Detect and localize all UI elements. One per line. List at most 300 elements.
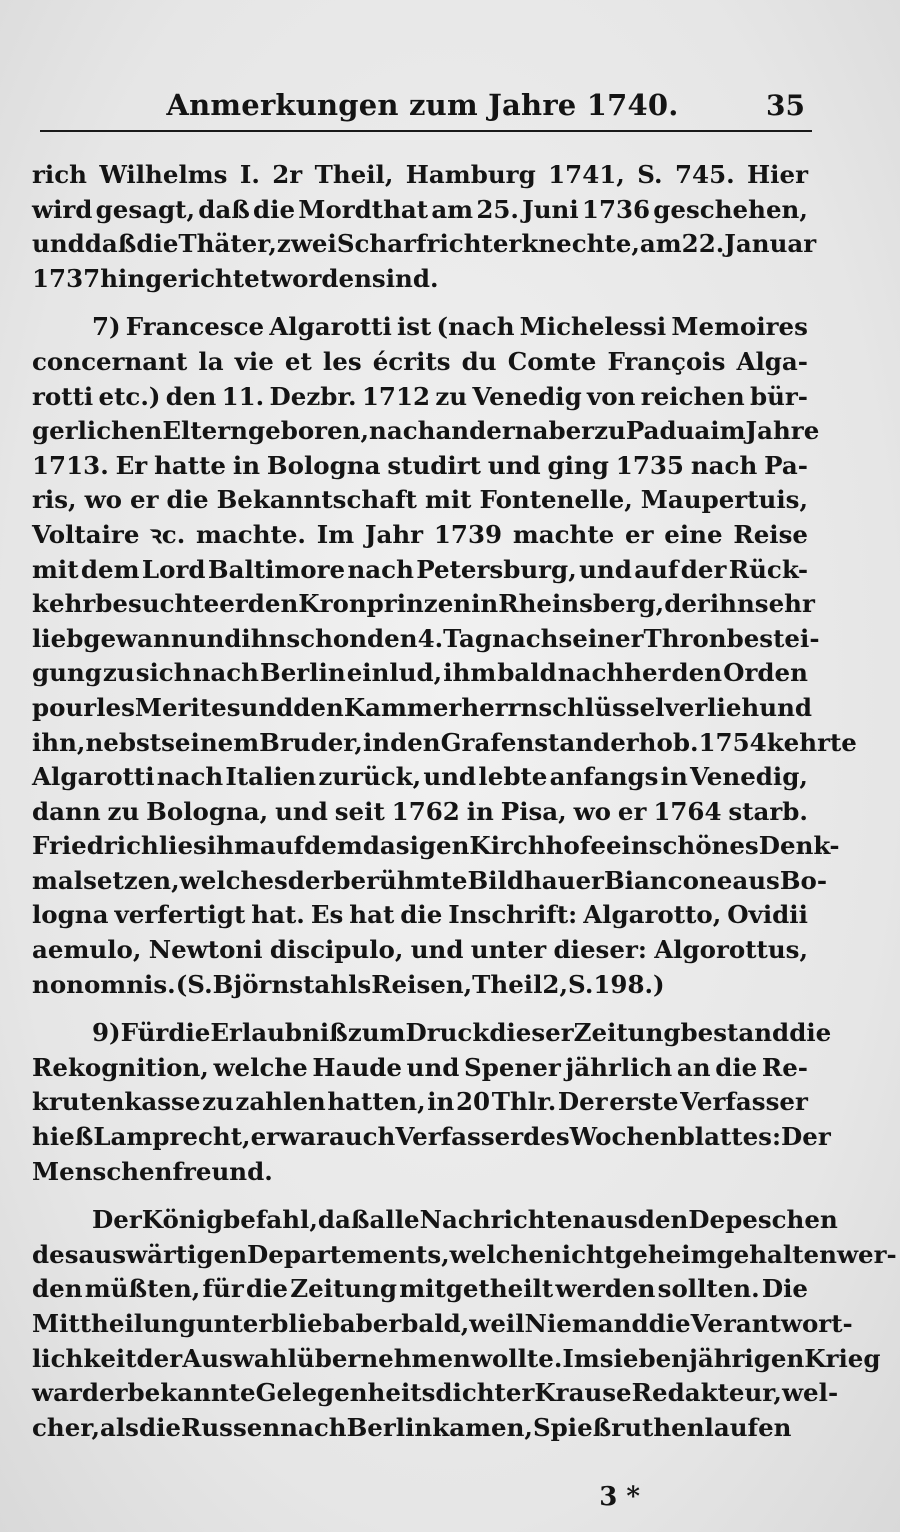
- word: Maupertuis,: [640, 485, 808, 515]
- word: er: [219, 589, 248, 619]
- word: in: [471, 589, 499, 619]
- word: und: [275, 796, 328, 826]
- word: Memoires: [671, 312, 808, 342]
- word: wird: [32, 194, 93, 224]
- word: gehalten: [716, 1239, 837, 1269]
- word: er: [130, 485, 159, 515]
- body-text: [32, 158, 897, 1445]
- word: Berlin: [260, 658, 346, 688]
- word: der: [81, 1378, 128, 1408]
- word: Mordthat: [298, 194, 429, 224]
- word: Algarotti: [32, 762, 155, 792]
- word: S.: [568, 969, 594, 999]
- word: schon: [286, 623, 368, 653]
- word: Lord: [141, 554, 206, 584]
- word: logna: [32, 900, 109, 930]
- word: Juni: [522, 194, 579, 224]
- word: dieser:: [553, 935, 647, 965]
- word: die: [715, 1052, 758, 1082]
- word: geheim: [615, 1239, 717, 1269]
- word: in: [362, 727, 391, 757]
- word: Depeschen: [688, 1205, 838, 1235]
- word: ging: [547, 450, 609, 480]
- word: Baltimore: [207, 554, 346, 584]
- word: wel-: [781, 1378, 839, 1408]
- word: 25.: [476, 194, 519, 224]
- signature-mark: 3 *: [599, 1482, 640, 1512]
- word: nach: [156, 762, 224, 792]
- word: Verantwort-: [690, 1309, 853, 1338]
- word: hat: [349, 900, 395, 930]
- word: zu: [202, 1087, 234, 1117]
- word: den: [671, 658, 723, 688]
- word: Erlaubniß: [210, 1018, 348, 1048]
- word: war: [279, 1122, 329, 1152]
- word: dem: [80, 554, 140, 584]
- word: am: [639, 229, 682, 259]
- word: setzen,: [83, 865, 180, 895]
- word: auswärtigen: [78, 1239, 248, 1269]
- word: den: [247, 589, 299, 619]
- word: 1737: [32, 263, 101, 293]
- word: als: [99, 1412, 139, 1442]
- word: Departements,: [247, 1239, 450, 1269]
- word: Tag: [443, 623, 493, 653]
- word: und: [487, 450, 541, 480]
- word: zum: [347, 1018, 406, 1048]
- word: Bologna: [266, 450, 381, 480]
- word: aus: [590, 1205, 638, 1235]
- word: auch: [328, 1122, 396, 1152]
- word: concernant: [32, 346, 188, 376]
- word: dann: [32, 796, 101, 826]
- word: lichkeit: [32, 1343, 137, 1373]
- word: 1754: [698, 727, 767, 757]
- word: Reise: [733, 519, 808, 549]
- word: Berlin: [346, 1412, 433, 1442]
- word: nachher: [557, 658, 671, 688]
- paragraph: [32, 1016, 832, 1189]
- word: Zeitung: [573, 1018, 681, 1048]
- word: auf: [634, 554, 679, 584]
- word: nicht: [543, 1239, 616, 1269]
- word: nach: [492, 623, 559, 653]
- word: Michelessi: [519, 312, 667, 342]
- word: 1762: [391, 796, 460, 826]
- word: kehrte: [766, 727, 857, 757]
- word: Theil,: [314, 160, 394, 189]
- paragraph: [32, 310, 857, 1002]
- word: 20: [456, 1087, 491, 1117]
- word: mit: [32, 554, 79, 584]
- word: der: [680, 554, 727, 584]
- word: unterblieb: [195, 1309, 340, 1338]
- word: befahl,: [223, 1205, 318, 1235]
- text-line: [32, 483, 808, 518]
- word: erhob.: [610, 727, 699, 757]
- word: kehr: [32, 589, 96, 619]
- word: krutenkasse: [32, 1087, 201, 1117]
- text-line: [32, 1051, 808, 1086]
- word: hat.: [251, 900, 305, 930]
- word: zu: [435, 381, 468, 411]
- word: bür-: [749, 381, 808, 411]
- word: die: [253, 194, 296, 224]
- text-line: [32, 1342, 881, 1377]
- word: ihn: [709, 589, 755, 619]
- word: in: [427, 1087, 455, 1117]
- text-line: [32, 1238, 897, 1273]
- word: 1739: [433, 519, 503, 549]
- word: écrits: [372, 346, 451, 376]
- word: dieser: [489, 1018, 574, 1048]
- word: weil: [469, 1309, 525, 1338]
- word: 1764: [653, 796, 722, 826]
- word: Kammerherrnschlüssel: [343, 692, 665, 722]
- word: Kirchhofe: [469, 831, 606, 861]
- paragraph: [32, 158, 817, 296]
- word: nach: [369, 416, 436, 446]
- word: und: [240, 692, 294, 722]
- word: Bo-: [779, 865, 828, 895]
- word: hatten,: [327, 1087, 426, 1117]
- word: wo: [573, 796, 612, 826]
- word: mitgetheilt: [399, 1274, 554, 1304]
- word: Im: [562, 1343, 600, 1373]
- word: ist: [396, 312, 432, 342]
- word: ris,: [32, 485, 77, 515]
- word: Krause: [534, 1378, 632, 1408]
- word: Kronprinzen: [298, 589, 472, 619]
- word: hatte: [154, 450, 227, 480]
- text-line: [32, 262, 808, 297]
- text-line: [32, 1272, 808, 1307]
- word: S.: [637, 160, 663, 189]
- word: Nachrichten: [419, 1205, 591, 1235]
- word: nach: [280, 1412, 347, 1442]
- word: welche: [449, 1239, 544, 1269]
- word: unter: [470, 935, 547, 965]
- word: die: [138, 1412, 181, 1442]
- word: des: [32, 1239, 79, 1269]
- word: die: [136, 229, 179, 259]
- word: Spener: [464, 1052, 561, 1082]
- word: hingerichtet: [100, 263, 272, 293]
- word: im: [710, 416, 746, 446]
- word: dasigen: [362, 831, 470, 861]
- word: Jahr: [364, 519, 424, 549]
- word: ihn: [241, 623, 287, 653]
- word: Russen: [181, 1412, 281, 1442]
- word: 2,: [542, 969, 568, 999]
- word: I.: [239, 160, 260, 189]
- word: François: [607, 346, 726, 376]
- word: Wochenblattes:: [569, 1122, 782, 1152]
- word: Comte: [507, 346, 597, 376]
- word: ihn,: [32, 727, 86, 757]
- word: nach: [192, 658, 259, 688]
- word: Grafenstand: [440, 727, 611, 757]
- word: Rheinsberg,: [498, 589, 665, 619]
- word: bald,: [401, 1309, 470, 1338]
- word: eine: [664, 519, 723, 549]
- word: Niemand: [524, 1309, 649, 1338]
- word: Voltaire: [32, 519, 140, 549]
- word: sich: [135, 658, 192, 688]
- word: worden: [271, 263, 372, 293]
- word: du: [461, 346, 497, 376]
- word: Im: [316, 519, 355, 549]
- word: Re-: [761, 1052, 808, 1082]
- word: Gelegenheitsdichter: [255, 1378, 535, 1408]
- word: und: [32, 229, 85, 259]
- word: Rekognition,: [32, 1052, 209, 1082]
- word: Orden: [723, 658, 808, 688]
- word: discipulo,: [269, 935, 404, 965]
- word: aber: [339, 1309, 402, 1338]
- word: Der: [557, 1087, 608, 1117]
- word: sind.: [371, 263, 439, 293]
- word: seinem: [161, 727, 260, 757]
- word: zwei: [276, 229, 337, 259]
- text-line: [32, 968, 808, 1003]
- word: jährlich: [565, 1052, 673, 1082]
- word: Verfasser: [680, 1087, 808, 1117]
- word: Algorottus,: [654, 935, 808, 965]
- word: aber: [532, 416, 595, 446]
- word: für: [202, 1274, 244, 1304]
- word: Denk-: [758, 831, 840, 861]
- word: gung: [32, 658, 102, 688]
- word: ihm: [206, 831, 260, 861]
- word: Es: [310, 900, 344, 930]
- word: war: [32, 1378, 82, 1408]
- word: daß: [317, 1205, 370, 1235]
- word: Francesce: [125, 312, 265, 342]
- text-line: [32, 656, 808, 691]
- text-line: [32, 1085, 808, 1120]
- word: zahlen: [235, 1087, 326, 1117]
- word: Fontenelle,: [479, 485, 633, 515]
- word: die: [789, 1018, 832, 1048]
- word: lebte: [478, 762, 548, 792]
- word: und: [759, 692, 813, 722]
- word: geschehen,: [653, 194, 808, 224]
- word: starb.: [728, 796, 808, 826]
- word: und: [579, 554, 632, 584]
- word: daß: [84, 229, 137, 259]
- word: mit: [424, 485, 472, 515]
- word: geboren,: [247, 416, 370, 446]
- word: et: [284, 346, 312, 376]
- word: Bildhauer: [467, 865, 604, 895]
- word: ihm: [443, 658, 497, 688]
- text-line: [32, 449, 808, 484]
- word: kamen,: [432, 1412, 533, 1442]
- word: aus: [732, 865, 780, 895]
- text-line: [32, 553, 808, 588]
- word: 1713.: [32, 450, 109, 480]
- word: gesagt,: [95, 194, 196, 224]
- running-header: Anmerkungen zum Jahre 1740.: [166, 88, 679, 122]
- word: von: [587, 381, 636, 411]
- word: Auswahl: [182, 1343, 297, 1373]
- word: Pa-: [764, 450, 808, 480]
- word: andern: [435, 416, 533, 446]
- word: den: [293, 692, 344, 722]
- word: er: [625, 519, 654, 549]
- word: zu: [102, 658, 135, 688]
- text-line: [32, 1376, 839, 1411]
- word: cher,: [32, 1412, 100, 1442]
- word: Reisen,: [371, 969, 473, 999]
- word: wo: [84, 485, 122, 515]
- word: Venedig,: [690, 762, 808, 792]
- word: die: [400, 900, 443, 930]
- word: Alga-: [736, 346, 808, 376]
- word: Bologna,: [146, 796, 269, 826]
- word: Bruder,: [259, 727, 363, 757]
- text-line: [32, 1307, 853, 1342]
- word: verfertigt: [114, 900, 246, 930]
- word: des: [523, 1122, 570, 1152]
- word: wollte.: [470, 1343, 563, 1373]
- word: Krieg: [804, 1343, 881, 1373]
- word: rotti: [32, 381, 94, 411]
- word: die: [245, 1274, 288, 1304]
- word: hieß: [32, 1122, 94, 1152]
- word: Venedig: [472, 381, 582, 411]
- text-line: [32, 310, 808, 345]
- word: Zeitung: [290, 1274, 398, 1304]
- word: Für: [120, 1018, 169, 1048]
- word: sehr: [754, 589, 815, 619]
- word: welche: [213, 1052, 308, 1082]
- word: zu: [594, 416, 626, 446]
- word: lieb: [32, 623, 84, 653]
- word: den: [165, 381, 217, 411]
- word: in: [232, 450, 261, 480]
- word: siebenjährigen: [599, 1343, 805, 1373]
- word: am: [431, 194, 474, 224]
- word: in: [660, 762, 688, 792]
- text-line: [32, 414, 820, 449]
- text-line: [32, 726, 857, 761]
- word: übernehmen: [296, 1343, 471, 1373]
- word: 198.): [593, 969, 665, 999]
- text-line: [32, 1203, 838, 1238]
- word: zu: [107, 796, 140, 826]
- word: einlud,: [346, 658, 443, 688]
- word: der: [664, 589, 710, 619]
- text-line: [32, 933, 808, 968]
- word: wer-: [836, 1239, 897, 1269]
- word: Dezbr.: [269, 381, 357, 411]
- word: Er: [115, 450, 148, 480]
- word: 7): [92, 312, 121, 342]
- word: mal: [32, 865, 84, 895]
- word: Algarotto,: [583, 900, 722, 930]
- word: und: [188, 623, 242, 653]
- word: aemulo,: [32, 935, 142, 965]
- text-line: [32, 518, 808, 553]
- word: lies: [158, 831, 207, 861]
- word: Wilhelms: [99, 160, 228, 189]
- word: Björnstahls: [212, 969, 372, 999]
- word: Newtoni: [148, 935, 263, 965]
- word: Lamprecht,: [93, 1122, 251, 1152]
- word: pour: [32, 692, 97, 722]
- word: Merites: [134, 692, 241, 722]
- text-line: [32, 1120, 831, 1155]
- word: seit: [334, 796, 385, 826]
- word: den: [32, 1274, 83, 1304]
- word: Biancone: [603, 865, 733, 895]
- word: 9): [92, 1018, 121, 1048]
- word: Der: [92, 1205, 142, 1235]
- word: die: [648, 1309, 691, 1338]
- word: Mittheilung: [32, 1309, 196, 1338]
- word: Pisa,: [500, 796, 567, 826]
- word: schönes: [648, 831, 759, 861]
- word: den: [390, 727, 441, 757]
- word: und: [423, 762, 477, 792]
- paragraph-gap: [32, 1002, 808, 1016]
- word: daß: [198, 194, 250, 224]
- word: Der: [781, 1122, 831, 1152]
- word: Algarotti: [269, 312, 392, 342]
- word: und: [410, 935, 464, 965]
- word: Januar: [724, 229, 817, 259]
- word: Petersburg,: [416, 554, 577, 584]
- text-line: [32, 1411, 808, 1446]
- text-line: [32, 691, 813, 726]
- word: Haude: [312, 1052, 402, 1082]
- word: Rück-: [728, 554, 808, 584]
- text-line: [32, 898, 808, 933]
- word: 11.: [221, 381, 265, 411]
- word: Druck: [405, 1018, 490, 1048]
- header-rule: [40, 130, 812, 132]
- word: dem: [304, 831, 363, 861]
- word: der: [287, 865, 334, 895]
- word: an: [676, 1052, 711, 1082]
- text-line: [32, 345, 808, 380]
- word: (nach: [436, 312, 515, 342]
- word: den: [367, 623, 418, 653]
- word: der: [136, 1343, 183, 1373]
- word: den: [637, 1205, 689, 1235]
- word: nebst: [85, 727, 162, 757]
- word: er: [250, 1122, 280, 1152]
- word: rich: [32, 160, 87, 189]
- word: die: [166, 485, 209, 515]
- word: die: [168, 1018, 211, 1048]
- word: König: [141, 1205, 224, 1235]
- text-line: [32, 380, 808, 415]
- paragraph-gap: [32, 296, 808, 310]
- text-line: [32, 622, 820, 657]
- word: ein: [605, 831, 649, 861]
- word: 4.: [417, 623, 444, 653]
- word: 2r: [272, 160, 303, 189]
- text-line: [32, 587, 815, 622]
- word: Spießruthen: [532, 1412, 705, 1442]
- word: sollten.: [657, 1274, 760, 1304]
- word: Bekanntschaft: [216, 485, 417, 515]
- word: reichen: [640, 381, 745, 411]
- word: 1712: [361, 381, 431, 411]
